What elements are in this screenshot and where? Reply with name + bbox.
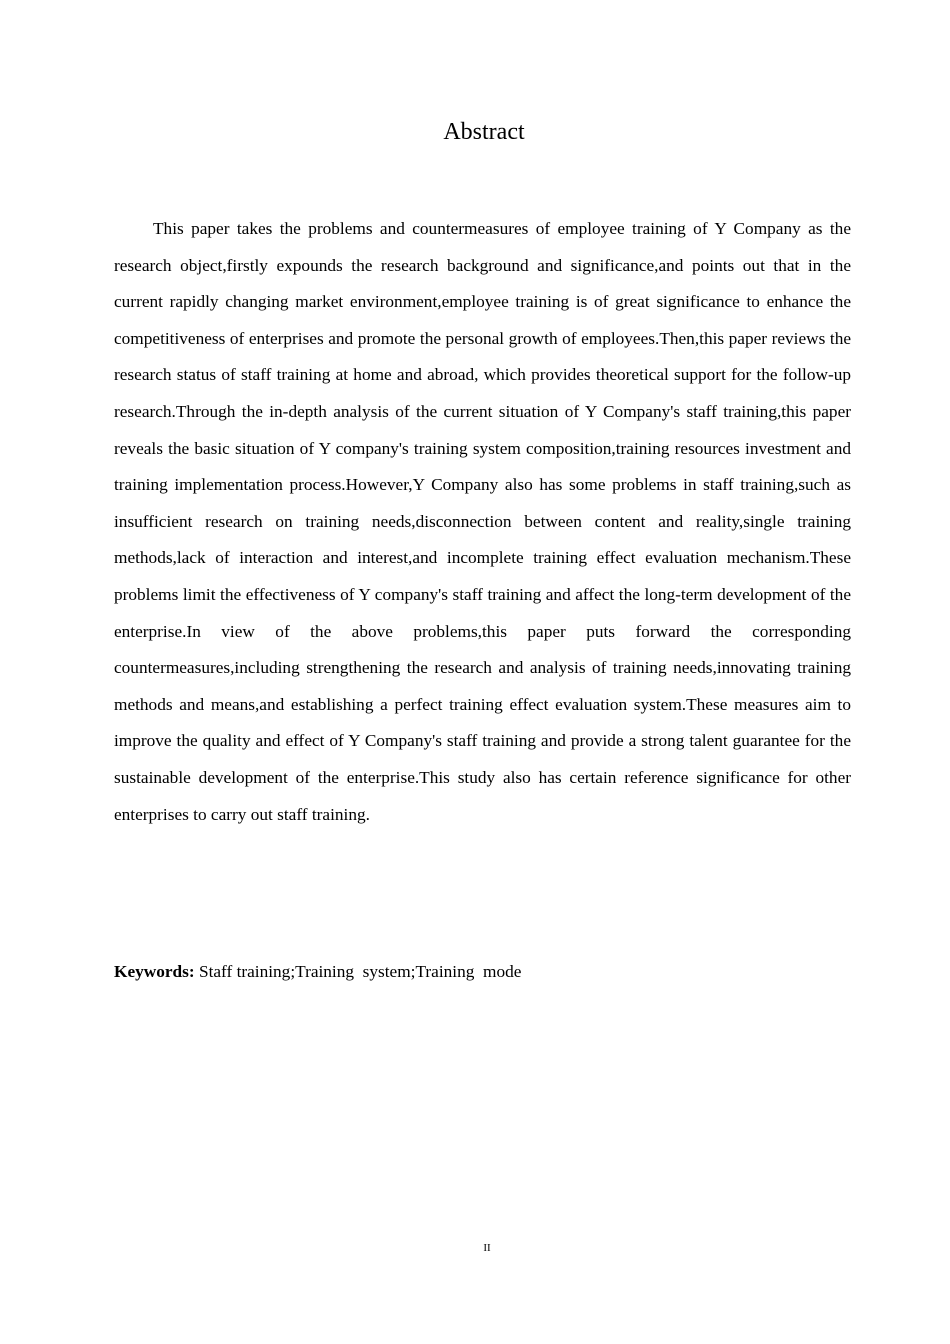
- keywords-line: [114, 955, 851, 989]
- abstract-paragraph: This paper takes the problems and countermeasures of employee training of Y Company as the research object,firstly expounds the research background and significance,and points out that in the current rapidly changing market environment,employee training is of great significance to enhance the competitiveness of enterprises and promote the personal growth of employees.Then,this paper reviews the research status of staff training at home and abroad, which provides theoretical support for the follow-up research.Through the in-depth analysis of the current situation of Y Company's staff training,this paper reveals the basic situation of Y company's training system composition,training resources investment and training implementation process.However,Y Company also has some problems in staff training,such as insufficient research on training needs,disconnection between content and reality,single training methods,lack of interaction and interest,and incomplete training effect evaluation mechanism.These problems limit the effectiveness of Y company's staff training and affect the long-term development of the enterprise.In view of the above problems,this paper puts forward the corresponding countermeasures,including strengthening the research and analysis of training needs,innovating training methods and means,and establishing a perfect training effect evaluation system.These measures aim to improve the quality and effect of Y Company's staff training and provide a strong talent guarantee for the sustainable development of the enterprise.This study also has certain reference significance for other enterprises to carry out staff training.: [114, 219, 851, 824]
- page-number: II: [483, 1242, 491, 1254]
- keywords-value: Staff training;Training system;Training mode: [198, 962, 522, 981]
- keywords-label: Keywords:: [114, 962, 195, 981]
- abstract-title: Abstract: [443, 119, 525, 145]
